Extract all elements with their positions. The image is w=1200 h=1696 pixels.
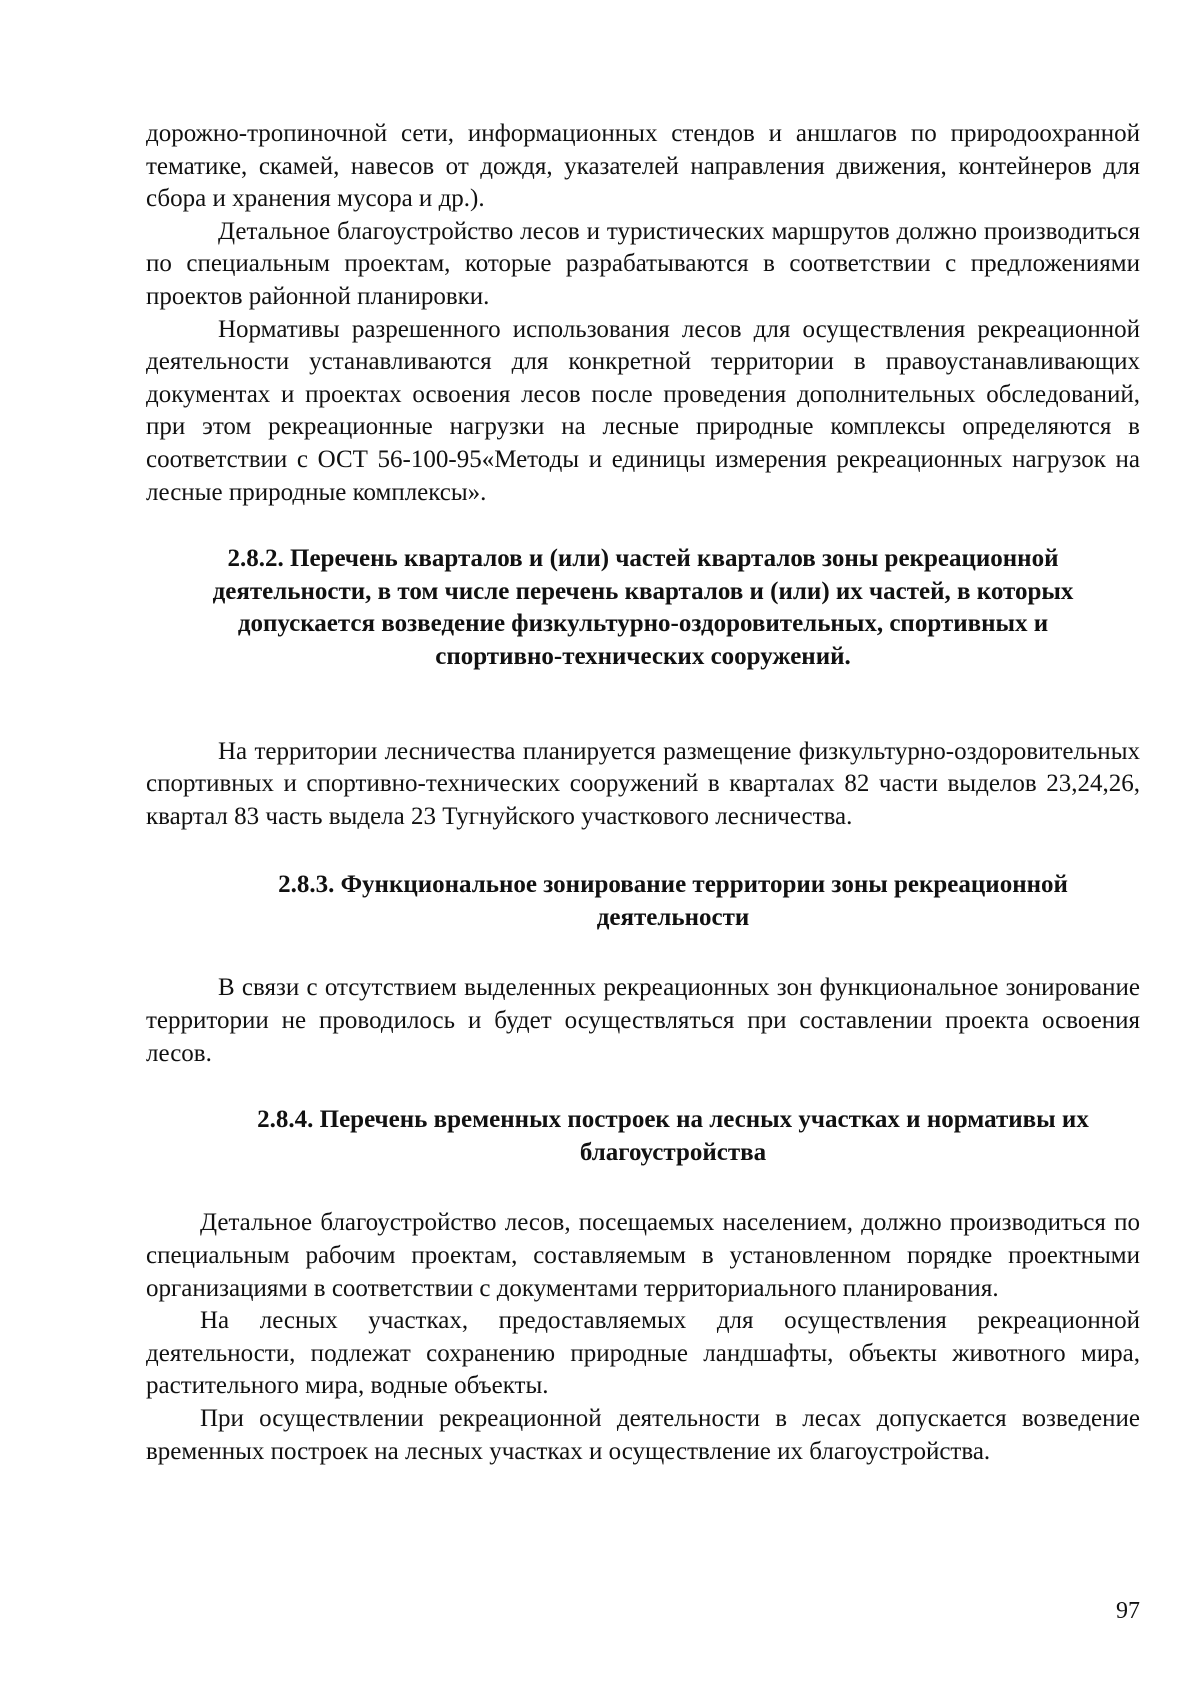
heading-2-8-4: 2.8.4. Перечень временных построек на лесных участках и нормативы их благоустройства xyxy=(257,1106,1089,1166)
paragraph-infrastructure-list: дорожно-тропиночной сети, информационных стендов и аншлагов по природоохранной тематике, скамей, навесов от дождя, указателей направления движения, контейнеров для сбора и хранения мусора и др.). xyxy=(146,120,1140,213)
paragraph-detailed-landscaping: Детальное благоустройство лесов и туристических маршрутов должно производиться по специальным проектам, которые разрабатываются в соответствии с предложениями проектов районной планировки. xyxy=(146,217,1140,310)
paragraph-sports-facilities: На территории лесничества планируется размещение физкультурно-оздоровительных спортивных и спортивно-технических сооружений в кварталах 82 части выделов 23,24,26, квартал 83 часть выдела 23 Тугнуйского участкового лесничества. xyxy=(146,737,1140,830)
paragraph-recreation-norms: Нормативы разрешенного использования лесов для осуществления рекреационной деятельности устанавливаются для конкретной территории в правоустанавливающих документах и проектах освоения лесов после проведения дополнительных обследований, при этом рекреационные нагрузки на лесные природные комплексы определяются в соответствии с ОСТ 56-100-95«Методы и единицы измерения рекреационных нагрузок на лесные природные комплексы». xyxy=(146,315,1140,506)
heading-2-8-2: 2.8.2. Перечень кварталов и (или) частей кварталов зоны рекреационной деятельности, в том числе перечень кварталов и (или) их частей, в которых допускается возведение физкультурно-оздоровительных, спортивных и спортивно-технических сооружений. xyxy=(212,545,1074,670)
heading-2-8-3: 2.8.3. Функциональное зонирование территории зоны рекреационной деятельности xyxy=(278,871,1068,931)
paragraph-visited-forests-landscaping: Детальное благоустройство лесов, посещаемых населением, должно производиться по специальным рабочим проектам, составляемым в установленном порядке проектными организациями в соответствии с документами территориального планирования. xyxy=(146,1209,1140,1302)
page-number: 97 xyxy=(1116,1598,1140,1624)
paragraph-functional-zoning: В связи с отсутствием выделенных рекреационных зон функциональное зонирование территории не проводилось и будет осуществляться при составлении проекта освоения лесов. xyxy=(146,974,1140,1067)
paragraph-temporary-buildings: При осуществлении рекреационной деятельности в лесах допускается возведение временных построек на лесных участках и осуществление их благоустройства. xyxy=(146,1405,1140,1465)
paragraph-preserved-objects: На лесных участках, предоставляемых для осуществления рекреационной деятельности, подлежат сохранению природные ландшафты, объекты животного мира, растительного мира, водные объекты. xyxy=(146,1307,1140,1400)
document-page xyxy=(146,118,1140,1468)
